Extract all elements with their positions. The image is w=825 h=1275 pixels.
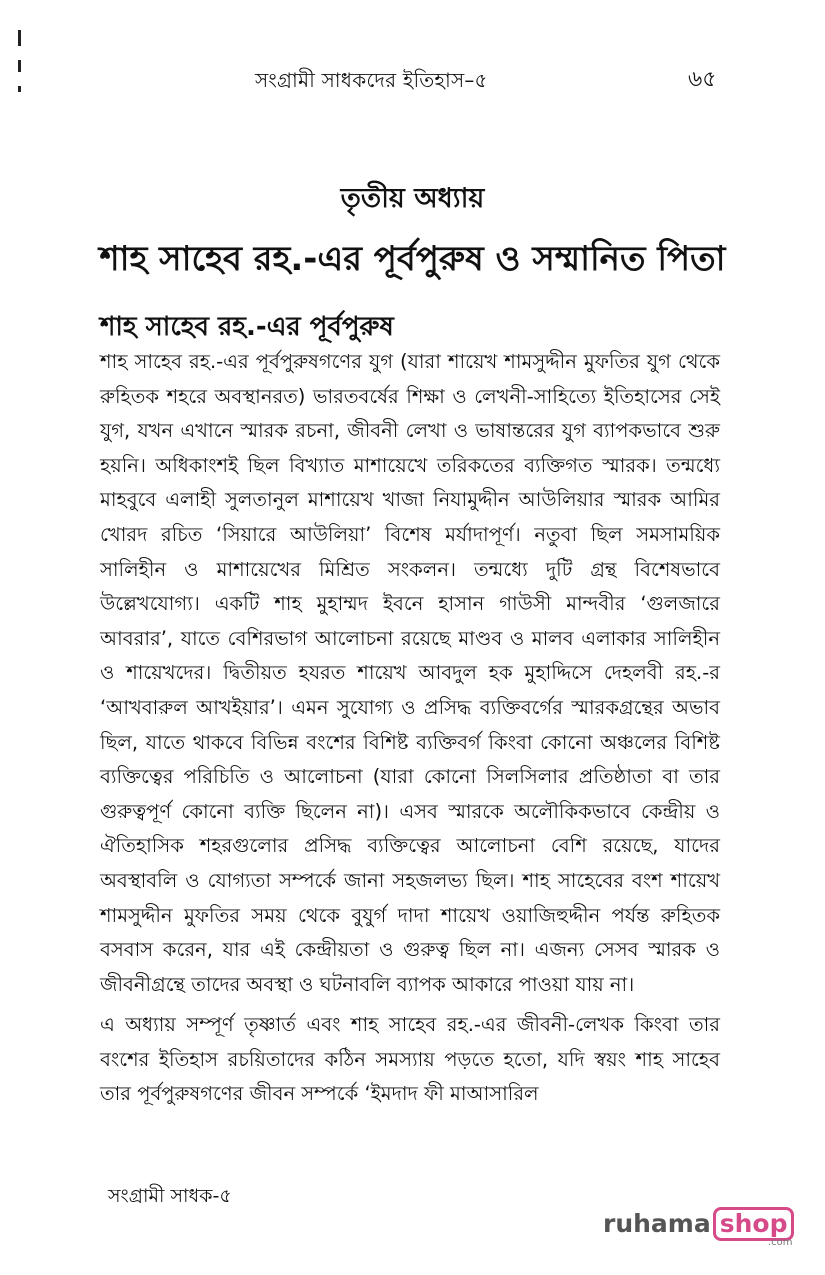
paragraph: শাহ সাহেব রহ.-এর পূর্বপুরুষগণের যুগ (যারা শায়েখ শামসুদ্দীন মুফতির যুগ থেকে রুহিতক শহরে অবস্থানরত) ভারতবর্ষের শিক্ষা ও লেখনী-সাহিত্যে ইতিহাসের সেই যুগ, যখন এখানে স্মারক রচনা, জীবনী লেখা ও ভাষান্তরের যুগ ব্যাপকভাবে শুরু হয়নি। অধিকাংশই ছিল বিখ্যাত মাশায়েখে তরিকতের ব্যক্তিগত স্মারক। তন্মধ্যে মাহবুবে এলাহী সুলতানুল মাশায়েখ খাজা নিযামুদ্দীন আউলিয়ার স্মারক আমির খোরদ রচিত ‘সিয়ারে আউলিয়া’ বিশেষ মর্যাদাপূর্ণ। নতুবা ছিল সমসাময়িক সালিহীন ও মাশায়েখের মিশ্রিত সংকলন। তন্মধ্যে দুটি গ্রন্থ বিশেষভাবে উল্লেখযোগ্য। একটি শাহ মুহাম্মদ ইবনে হাসান গাউসী মান্দবীর ‘গুলজারে আবরার’, যাতে বেশিরভাগ আলোচনা রয়েছে মাণ্ডব ও মালব এলাকার সালিহীন ও শায়েখদের। দ্বিতীয়ত হযরত শায়েখ আবদুল হক মুহাদ্দিসে দেহলবী রহ.-র ‘আখবারুল আখইয়ার’। এমন সুযোগ্য ও প্রসিদ্ধ ব্যক্তিবর্গের স্মারকগ্রন্থের অভাব ছিল, যাতে থাকবে বিভিন্ন বংশের বিশিষ্ট ব্যক্তিবর্গ কিংবা কোনো অঞ্চলের বিশিষ্ট ব্যক্তিত্বের পরিচিতি ও আলোচনা (যারা কোনো সিলসিলার প্রতিষ্ঠাতা বা তার গুরুত্বপূর্ণ কোনো ব্যক্তি ছিলেন না)। এসব স্মারকে অলৌকিকভাবে কেন্দ্রীয় ও ঐতিহাসিক শহরগুলোর প্রসিদ্ধ ব্যক্তিত্বের আলোচনা বেশি রয়েছে, যাদের অবস্থাবলি ও যোগ্যতা সম্পর্কে জানা সহজলভ্য ছিল। শাহ সাহেবের বংশ শায়েখ শামসুদ্দীন মুফতির সময় থেকে বুযুর্গ দাদা শায়েখ ওয়াজিহুদ্দীন পর্যন্ত রুহিতক বসবাস করেন, যার এই কেন্দ্রীয়তা ও গুরুত্ব ছিল না। এজন্য সেসব স্মারক ও জীবনীগ্রন্থে তাদের অবস্থা ও ঘটনাবলি ব্যাপক আকারে পাওয়া যায় না।: [100, 350, 720, 996]
ruhamashop-logo: [603, 1207, 794, 1248]
body-text: [100, 345, 720, 1112]
paragraph: এ অধ্যায় সম্পূর্ণ তৃষ্ণার্ত এবং শাহ সাহেব রহ.-এর জীবনী-লেখক কিংবা তার বংশের ইতিহাস রচয়িতাদের কঠিন সমস্যায় পড়তে হতো, যদি স্বয়ং শাহ সাহেব তার পূর্বপুরুষগণের জীবন সম্পর্কে ‘ইমদাদ ফী মাআসারিল: [100, 1013, 720, 1106]
chapter-label: তৃতীয় অধ্যায়: [340, 183, 485, 214]
logo-boxed-word: shop: [713, 1207, 795, 1241]
chapter-title: শাহ সাহেব রহ.-এর পূর্বপুরুষ ও সম্মানিত পিতা: [99, 239, 726, 279]
section-heading: শাহ সাহেব রহ.-এর পূর্বপুরুষ: [100, 312, 394, 342]
page-number: ৬৫: [688, 67, 717, 92]
scan-edge-marks: [18, 30, 28, 90]
logo-suffix: .com: [767, 1237, 793, 1248]
running-head: সংগ্রামী সাধকদের ইতিহাস–৫: [255, 68, 488, 92]
logo-word: ruhama: [603, 1209, 711, 1238]
footer-book-label: সংগ্রামী সাধক-৫: [108, 1185, 232, 1207]
